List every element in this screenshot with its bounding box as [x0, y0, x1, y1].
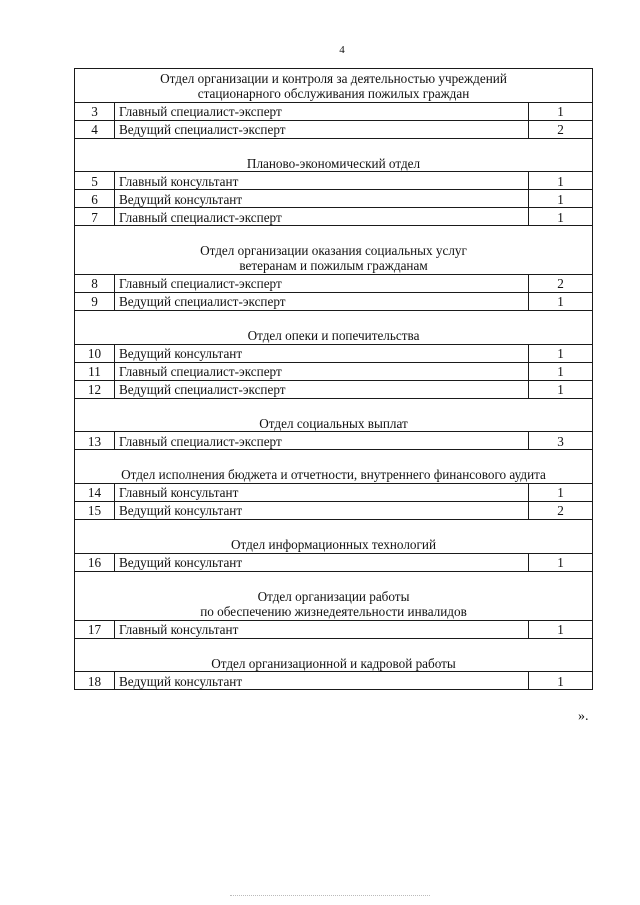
- department-title-line: Отдел опеки и попечительства: [247, 327, 420, 343]
- table-row: [75, 344, 593, 362]
- position-title: Ведущий специалист-эксперт: [115, 120, 529, 138]
- department-title: [75, 638, 593, 672]
- table-row: [75, 554, 593, 572]
- table-row: [75, 120, 593, 138]
- department-title-line: Отдел организации и контроля за деятельностью учреждений: [160, 71, 507, 86]
- position-quantity: 1: [529, 554, 593, 572]
- position-quantity: 1: [529, 362, 593, 380]
- row-number: 16: [75, 554, 115, 572]
- position-quantity: 3: [529, 432, 593, 450]
- department-title-line: по обеспечению жизнедеятельности инвалидов: [200, 603, 467, 619]
- position-quantity: 1: [529, 208, 593, 226]
- table-row: [75, 292, 593, 310]
- position-title: Ведущий консультант: [115, 502, 529, 520]
- row-number: 7: [75, 208, 115, 226]
- row-number: 13: [75, 432, 115, 450]
- row-number: 12: [75, 380, 115, 398]
- position-quantity: 1: [529, 484, 593, 502]
- row-number: 8: [75, 274, 115, 292]
- department-title-line: ветеранам и пожилым гражданам: [239, 258, 428, 274]
- position-quantity: 1: [529, 344, 593, 362]
- row-number: 17: [75, 620, 115, 638]
- position-quantity: 2: [529, 502, 593, 520]
- department-title: [75, 572, 593, 621]
- position-quantity: 2: [529, 120, 593, 138]
- department-title-line: Отдел организационной и кадровой работы: [211, 655, 456, 671]
- row-number: 3: [75, 102, 115, 120]
- table-row: [75, 102, 593, 120]
- department-title: [75, 226, 593, 275]
- row-number: 14: [75, 484, 115, 502]
- position-quantity: 1: [529, 380, 593, 398]
- table-row: [75, 432, 593, 450]
- position-title: Главный консультант: [115, 620, 529, 638]
- department-title-line: Планово-экономический отдел: [246, 155, 421, 171]
- row-number: 6: [75, 190, 115, 208]
- position-quantity: 1: [529, 620, 593, 638]
- department-header-row: [75, 572, 593, 621]
- position-quantity: 1: [529, 102, 593, 120]
- closing-mark: ».: [578, 709, 589, 724]
- table-row: [75, 620, 593, 638]
- position-title: Главный специалист-эксперт: [115, 274, 529, 292]
- position-quantity: 1: [529, 172, 593, 190]
- position-title: Ведущий консультант: [115, 344, 529, 362]
- row-number: 5: [75, 172, 115, 190]
- department-title: [75, 69, 593, 103]
- page-number: 4: [339, 44, 345, 56]
- position-title: Главный специалист-эксперт: [115, 362, 529, 380]
- position-quantity: 1: [529, 190, 593, 208]
- row-number: 9: [75, 292, 115, 310]
- staff-table-body: [75, 69, 593, 690]
- position-title: Ведущий консультант: [115, 672, 529, 690]
- table-row: [75, 502, 593, 520]
- department-header-row: [75, 310, 593, 344]
- department-title: [75, 398, 593, 432]
- row-number: 15: [75, 502, 115, 520]
- position-title: Главный специалист-эксперт: [115, 102, 529, 120]
- table-row: [75, 672, 593, 690]
- row-number: 4: [75, 120, 115, 138]
- table-row: [75, 380, 593, 398]
- position-title: Главный специалист-эксперт: [115, 208, 529, 226]
- department-header-row: [75, 69, 593, 103]
- department-title-line: стационарного обслуживания пожилых граждан: [197, 85, 470, 101]
- position-title: Главный специалист-эксперт: [115, 432, 529, 450]
- department-title-line: Отдел исполнения бюджета и отчетности, внутреннего финансового аудита: [121, 467, 546, 483]
- table-row: [75, 274, 593, 292]
- position-quantity: 2: [529, 274, 593, 292]
- position-quantity: 1: [529, 292, 593, 310]
- position-title: Ведущий консультант: [115, 554, 529, 572]
- position-title: Главный консультант: [115, 172, 529, 190]
- staff-table: [74, 68, 593, 690]
- table-row: [75, 190, 593, 208]
- table-row: [75, 172, 593, 190]
- department-title: [75, 138, 593, 172]
- table-row: [75, 208, 593, 226]
- department-title-line: Отдел информационных технологий: [230, 537, 437, 553]
- position-title: Главный консультант: [115, 484, 529, 502]
- department-header-row: [75, 138, 593, 172]
- scan-artifact: [230, 895, 430, 899]
- department-title: [75, 450, 593, 484]
- position-title: Ведущий специалист-эксперт: [115, 380, 529, 398]
- position-quantity: 1: [529, 672, 593, 690]
- row-number: 11: [75, 362, 115, 380]
- department-header-row: [75, 398, 593, 432]
- department-title-line: Отдел социальных выплат: [259, 415, 408, 431]
- department-header-row: [75, 226, 593, 275]
- department-title-line: Отдел организации работы: [257, 589, 410, 605]
- row-number: 18: [75, 672, 115, 690]
- position-title: Ведущий специалист-эксперт: [115, 292, 529, 310]
- position-title: Ведущий консультант: [115, 190, 529, 208]
- department-header-row: [75, 450, 593, 484]
- department-title-line: Отдел организации оказания социальных услуг: [200, 243, 467, 259]
- department-header-row: [75, 638, 593, 672]
- table-row: [75, 484, 593, 502]
- department-header-row: [75, 520, 593, 554]
- department-title: [75, 310, 593, 344]
- row-number: 10: [75, 344, 115, 362]
- department-title: [75, 520, 593, 554]
- table-row: [75, 362, 593, 380]
